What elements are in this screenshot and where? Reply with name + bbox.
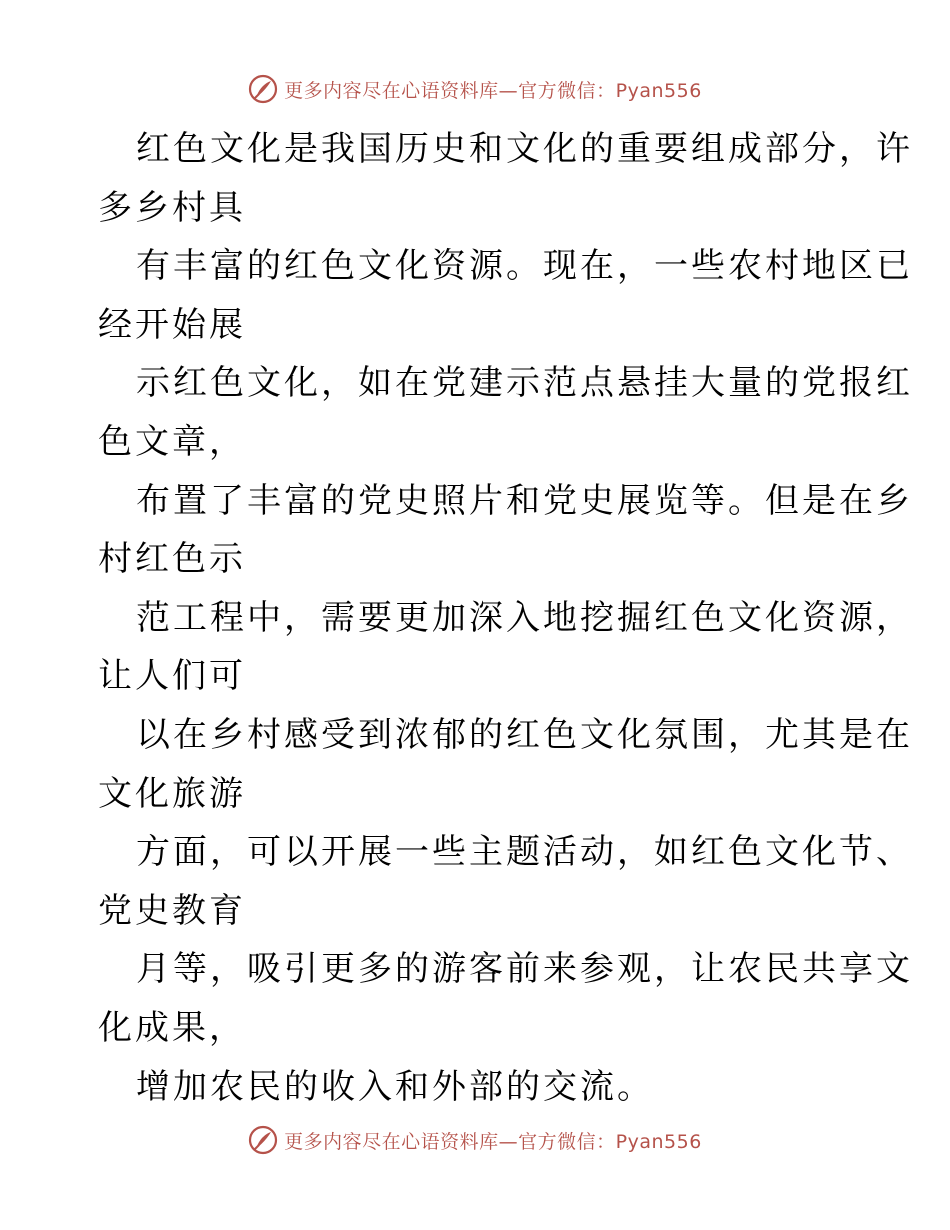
- document-body: [98, 120, 913, 1116]
- text-line: 月等，吸引更多的游客前来参观，让农民共享文: [136, 949, 913, 990]
- text-line: 色文章，: [98, 421, 246, 462]
- text-line: 以在乡村感受到浓郁的红色文化氛围，尤其是在: [136, 714, 913, 755]
- text-line: 有丰富的红色文化资源。现在，一些农村地区已: [136, 246, 913, 287]
- text-line: 多乡村具: [98, 187, 246, 228]
- text-line: 让人们可: [98, 656, 246, 697]
- quill-logo-icon: [248, 74, 278, 104]
- text-line: 布置了丰富的党史照片和党史展览等。但是在乡: [136, 480, 913, 521]
- header-banner-text: 更多内容尽在心语资料库—官方微信：Pyan556: [284, 79, 702, 102]
- text-line: 示红色文化，如在党建示范点悬挂大量的党报红: [136, 363, 913, 404]
- text-line: 化成果，: [98, 1007, 246, 1048]
- text-line: 党史教育: [98, 890, 246, 931]
- text-line: 红色文化是我国历史和文化的重要组成部分，许: [136, 129, 913, 169]
- header-banner: [0, 72, 950, 106]
- text-line: 经开始展: [98, 304, 246, 345]
- text-line: 范工程中，需要更加深入地挖掘红色文化资源，: [136, 597, 913, 638]
- text-line: 村红色示: [98, 539, 246, 580]
- quill-logo-icon: [248, 1125, 278, 1155]
- text-line: 文化旅游: [98, 773, 246, 814]
- footer-banner-text: 更多内容尽在心语资料库—官方微信：Pyan556: [284, 1130, 702, 1153]
- text-line: 增加农民的收入和外部的交流。: [136, 1066, 654, 1107]
- footer-banner: [0, 1123, 950, 1157]
- text-line: 方面，可以开展一些主题活动，如红色文化节、: [136, 832, 913, 873]
